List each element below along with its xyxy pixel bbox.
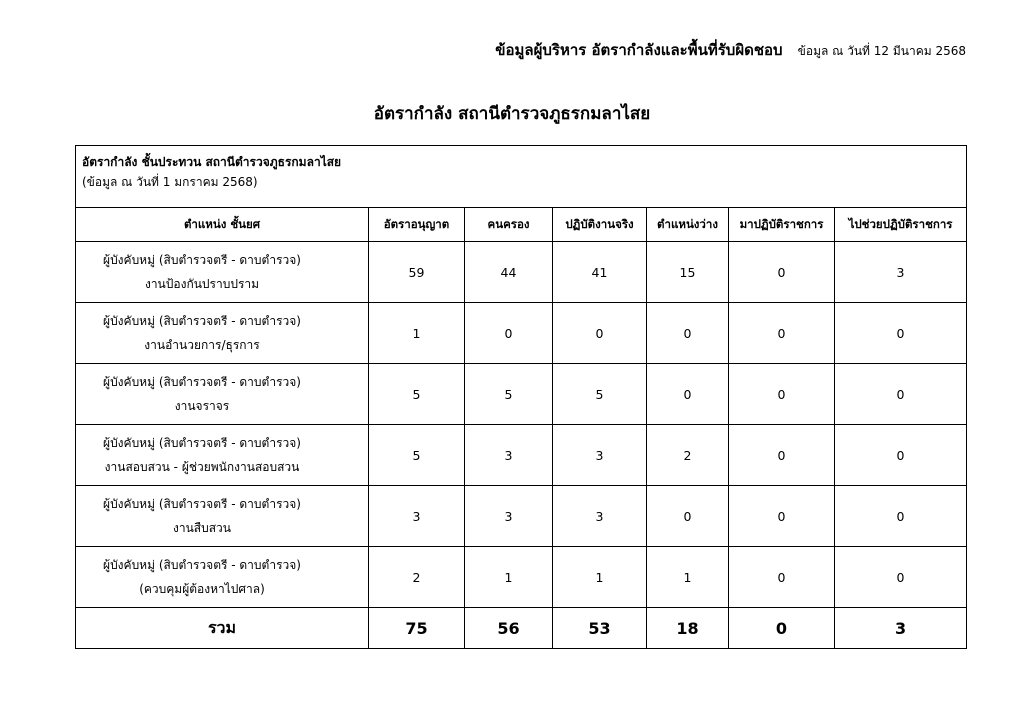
vacant-value: 0	[647, 486, 729, 547]
total-vacant: 18	[647, 608, 729, 649]
document-header	[495, 38, 966, 62]
table-row	[76, 486, 967, 547]
position-rank: ผู้บังคับหมู่ (สิบตำรวจตรี - ดาบตำรวจ)	[103, 558, 301, 572]
header-title: ข้อมูลผู้บริหาร อัตรากำลังและพื้นที่รับผิดชอบ	[495, 41, 783, 59]
total-incoming: 0	[729, 608, 835, 649]
total-authorized: 75	[369, 608, 465, 649]
page-title: อัตรากำลัง สถานีตำรวจภูธรกมลาไสย	[373, 104, 651, 124]
position-rank: ผู้บังคับหมู่ (สิบตำรวจตรี - ดาบตำรวจ)	[103, 253, 301, 267]
vacant-value: 0	[647, 364, 729, 425]
table-row	[76, 547, 967, 608]
incoming-value: 0	[729, 364, 835, 425]
outgoing-value: 0	[835, 547, 967, 608]
position-rank: ผู้บังคับหมู่ (สิบตำรวจตรี - ดาบตำรวจ)	[103, 436, 301, 450]
column-header-vacant: ตำแหน่งว่าง	[647, 208, 729, 242]
on-duty-value: 1	[553, 547, 647, 608]
occupied-value: 0	[465, 303, 553, 364]
header-date: ข้อมูล ณ วันที่ 12 มีนาคม 2568	[797, 44, 966, 58]
position-unit: งานจราจร	[174, 399, 230, 413]
on-duty-value: 0	[553, 303, 647, 364]
column-header-on-duty: ปฏิบัติงานจริง	[553, 208, 647, 242]
position-unit: งานอำนวยการ/ธุรการ	[144, 338, 260, 352]
position-unit: งานสอบสวน - ผู้ช่วยพนักงานสอบสวน	[104, 460, 300, 474]
authorized-value: 3	[369, 486, 465, 547]
position-cell	[76, 242, 369, 303]
position-cell	[76, 364, 369, 425]
incoming-value: 0	[729, 303, 835, 364]
column-header-position: ตำแหน่ง ชั้นยศ	[76, 208, 369, 242]
table-caption-date: (ข้อมูล ณ วันที่ 1 มกราคม 2568)	[82, 175, 258, 189]
incoming-value: 0	[729, 486, 835, 547]
vacant-value: 1	[647, 547, 729, 608]
table-row	[76, 303, 967, 364]
authorized-value: 59	[369, 242, 465, 303]
outgoing-value: 0	[835, 486, 967, 547]
table-caption-row	[76, 146, 967, 208]
position-cell	[76, 547, 369, 608]
on-duty-value: 3	[553, 486, 647, 547]
on-duty-value: 5	[553, 364, 647, 425]
incoming-value: 0	[729, 425, 835, 486]
outgoing-value: 0	[835, 364, 967, 425]
authorized-value: 5	[369, 425, 465, 486]
table-row	[76, 425, 967, 486]
occupied-value: 5	[465, 364, 553, 425]
position-cell	[76, 486, 369, 547]
occupied-value: 1	[465, 547, 553, 608]
total-outgoing: 3	[835, 608, 967, 649]
incoming-value: 0	[729, 242, 835, 303]
column-header-authorized: อัตราอนุญาต	[369, 208, 465, 242]
authorized-value: 2	[369, 547, 465, 608]
occupied-value: 3	[465, 486, 553, 547]
position-unit: (ควบคุมผู้ต้องหาไปศาล)	[139, 582, 265, 596]
authorized-value: 1	[369, 303, 465, 364]
vacant-value: 0	[647, 303, 729, 364]
position-rank: ผู้บังคับหมู่ (สิบตำรวจตรี - ดาบตำรวจ)	[103, 375, 301, 389]
table-caption-title: อัตรากำลัง ชั้นประทวน สถานีตำรวจภูธรกมลาไสย	[82, 155, 342, 169]
total-label: รวม	[76, 608, 369, 649]
total-occupied: 56	[465, 608, 553, 649]
position-rank: ผู้บังคับหมู่ (สิบตำรวจตรี - ดาบตำรวจ)	[103, 497, 301, 511]
incoming-value: 0	[729, 547, 835, 608]
staffing-table	[75, 145, 967, 649]
outgoing-value: 0	[835, 425, 967, 486]
outgoing-value: 3	[835, 242, 967, 303]
total-on-duty: 53	[553, 608, 647, 649]
table-caption	[76, 146, 967, 208]
column-header-outgoing-assignment: ไปช่วยปฏิบัติราชการ	[835, 208, 967, 242]
column-header-incoming-assignment: มาปฏิบัติราชการ	[729, 208, 835, 242]
vacant-value: 2	[647, 425, 729, 486]
occupied-value: 3	[465, 425, 553, 486]
on-duty-value: 41	[553, 242, 647, 303]
column-header-occupied: คนครอง	[465, 208, 553, 242]
total-row	[76, 608, 967, 649]
occupied-value: 44	[465, 242, 553, 303]
position-cell	[76, 425, 369, 486]
table-header-row	[76, 208, 967, 242]
table-row	[76, 364, 967, 425]
position-rank: ผู้บังคับหมู่ (สิบตำรวจตรี - ดาบตำรวจ)	[103, 314, 301, 328]
on-duty-value: 3	[553, 425, 647, 486]
outgoing-value: 0	[835, 303, 967, 364]
position-unit: งานป้องกันปราบปราม	[144, 277, 260, 291]
position-cell	[76, 303, 369, 364]
vacant-value: 15	[647, 242, 729, 303]
position-unit: งานสืบสวน	[172, 521, 231, 535]
authorized-value: 5	[369, 364, 465, 425]
table-row	[76, 242, 967, 303]
